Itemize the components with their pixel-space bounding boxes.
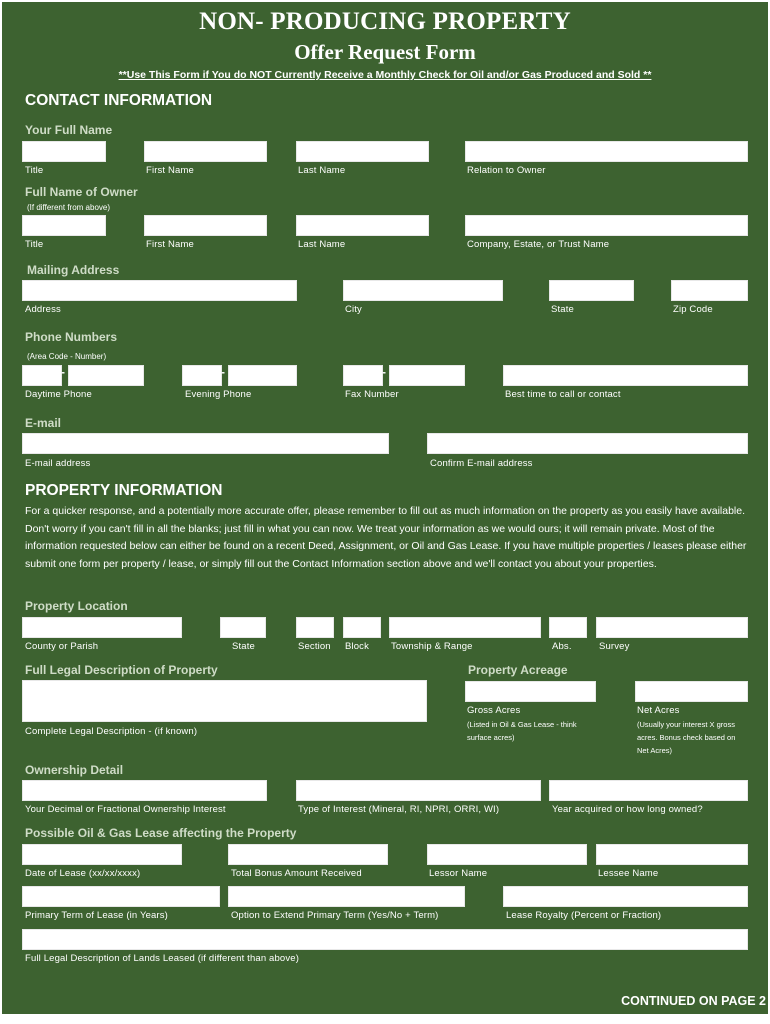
continued-note: CONTINUED ON PAGE 2 bbox=[621, 994, 766, 1008]
zip-code-label: Zip Code bbox=[673, 304, 713, 315]
lessor-name-field[interactable] bbox=[427, 844, 587, 865]
lessee-name-field[interactable] bbox=[596, 844, 748, 865]
owner-title-field[interactable] bbox=[22, 215, 106, 236]
your-full-name-heading: Your Full Name bbox=[25, 123, 113, 137]
city-field[interactable] bbox=[343, 280, 503, 301]
county-label: County or Parish bbox=[25, 641, 99, 652]
abstract-label: Abs. bbox=[552, 641, 572, 652]
evening-area-code-field[interactable] bbox=[182, 365, 222, 386]
lease-heading: Possible Oil & Gas Lease affecting the Property bbox=[25, 826, 297, 840]
daytime-phone-label: Daytime Phone bbox=[25, 389, 92, 400]
address-field[interactable] bbox=[22, 280, 297, 301]
legal-description-heading: Full Legal Description of Property bbox=[25, 663, 218, 677]
gross-acres-field[interactable] bbox=[465, 681, 596, 702]
daytime-phone-dash: - bbox=[61, 365, 66, 379]
net-acres-label: Net Acres bbox=[637, 705, 680, 716]
last-name-field[interactable] bbox=[296, 141, 429, 162]
form-page bbox=[2, 2, 768, 1014]
survey-label: Survey bbox=[599, 641, 630, 652]
relation-to-owner-label: Relation to Owner bbox=[467, 165, 546, 176]
extend-term-label: Option to Extend Primary Term (Yes/No + Term) bbox=[231, 910, 439, 921]
section-label: Section bbox=[298, 641, 331, 652]
owner-name-heading: Full Name of Owner bbox=[25, 185, 138, 199]
property-state-field[interactable] bbox=[220, 617, 266, 638]
survey-field[interactable] bbox=[596, 617, 748, 638]
block-label: Block bbox=[345, 641, 369, 652]
owner-first-name-field[interactable] bbox=[144, 215, 267, 236]
township-range-field[interactable] bbox=[389, 617, 541, 638]
state-label: State bbox=[551, 304, 574, 315]
block-field[interactable] bbox=[343, 617, 381, 638]
property-acreage-heading: Property Acreage bbox=[468, 663, 568, 677]
primary-term-label: Primary Term of Lease (in Years) bbox=[25, 910, 168, 921]
year-acquired-label: Year acquired or how long owned? bbox=[552, 804, 703, 815]
owner-last-name-field[interactable] bbox=[296, 215, 429, 236]
property-intro-text: For a quicker response, and a potentially more accurate offer, please remember to fill out as much information on the property as you easily have available. Don't worry if you can't fill in all the blanks; just fill in what you can now. We treat your information as we would ours; it will remain private. Most of the information requested below can either be found on a recent Deed, Assignment, or Oil and Gas Lease. If you have multiple properties / leases please either submit one form per property / lease, or simply fill out the Contact Information section above and we'll contact you about your properties. bbox=[25, 505, 747, 570]
email-heading: E-mail bbox=[25, 416, 62, 430]
net-acres-field[interactable] bbox=[635, 681, 748, 702]
lease-legal-description-field[interactable] bbox=[22, 929, 748, 950]
daytime-area-code-field[interactable] bbox=[22, 365, 62, 386]
property-location-heading: Property Location bbox=[25, 599, 128, 613]
best-time-label: Best time to call or contact bbox=[505, 389, 621, 400]
year-acquired-field[interactable] bbox=[549, 780, 748, 801]
title-field[interactable] bbox=[22, 141, 106, 162]
property-heading: PROPERTY INFORMATION bbox=[25, 482, 223, 499]
confirm-email-field[interactable] bbox=[427, 433, 748, 454]
phone-note: (Area Code - Number) bbox=[27, 352, 107, 361]
gross-acres-label: Gross Acres bbox=[467, 705, 521, 716]
last-name-label: Last Name bbox=[298, 165, 346, 176]
bonus-amount-label: Total Bonus Amount Received bbox=[231, 868, 362, 879]
primary-term-field[interactable] bbox=[22, 886, 220, 907]
evening-phone-label: Evening Phone bbox=[185, 389, 252, 400]
confirm-email-label: Confirm E-mail address bbox=[430, 458, 533, 469]
interest-type-label: Type of Interest (Mineral, RI, NPRI, ORRI, WI) bbox=[298, 804, 500, 815]
ownership-interest-field[interactable] bbox=[22, 780, 267, 801]
zip-code-field[interactable] bbox=[671, 280, 748, 301]
lessee-name-label: Lessee Name bbox=[598, 868, 659, 879]
email-label: E-mail address bbox=[25, 458, 91, 469]
township-range-label: Township & Range bbox=[391, 641, 473, 652]
daytime-number-field[interactable] bbox=[68, 365, 144, 386]
form-subtitle: Offer Request Form bbox=[294, 40, 476, 64]
county-field[interactable] bbox=[22, 617, 182, 638]
interest-type-field[interactable] bbox=[296, 780, 541, 801]
owner-name-note: (If different from above) bbox=[27, 203, 110, 212]
owner-first-name-label: First Name bbox=[146, 239, 194, 250]
state-field[interactable] bbox=[549, 280, 634, 301]
bonus-amount-field[interactable] bbox=[228, 844, 388, 865]
fax-area-code-field[interactable] bbox=[343, 365, 383, 386]
phone-numbers-heading: Phone Numbers bbox=[25, 330, 118, 344]
owner-last-name-label: Last Name bbox=[298, 239, 346, 250]
email-field[interactable] bbox=[22, 433, 389, 454]
gross-acres-note: (Listed in Oil & Gas Lease - think surface acres) bbox=[467, 720, 577, 742]
first-name-label: First Name bbox=[146, 165, 194, 176]
owner-company-field[interactable] bbox=[465, 215, 748, 236]
lessor-name-label: Lessor Name bbox=[429, 868, 488, 879]
ownership-detail-heading: Ownership Detail bbox=[25, 763, 124, 777]
address-label: Address bbox=[25, 304, 61, 315]
mailing-address-heading: Mailing Address bbox=[27, 263, 120, 277]
lease-royalty-label: Lease Royalty (Percent or Fraction) bbox=[506, 910, 662, 921]
evening-number-field[interactable] bbox=[228, 365, 297, 386]
lease-legal-description-label: Full Legal Description of Lands Leased (if different than above) bbox=[25, 953, 300, 964]
legal-description-label: Complete Legal Description - (if known) bbox=[25, 726, 198, 737]
owner-company-label: Company, Estate, or Trust Name bbox=[467, 239, 610, 250]
contact-heading: CONTACT INFORMATION bbox=[25, 92, 213, 109]
title-label: Title bbox=[25, 165, 44, 176]
legal-description-field[interactable] bbox=[22, 680, 427, 722]
lease-royalty-field[interactable] bbox=[503, 886, 748, 907]
best-time-field[interactable] bbox=[503, 365, 748, 386]
extend-term-field[interactable] bbox=[228, 886, 465, 907]
relation-to-owner-field[interactable] bbox=[465, 141, 748, 162]
form-notice: **Use This Form if You do NOT Currently Receive a Monthly Check for Oil and/or Gas Produced and Sold ** bbox=[118, 69, 652, 81]
net-acres-note: (Usually your interest X gross acres. Bonus check based on Net Acres) bbox=[637, 720, 736, 755]
lease-date-label: Date of Lease (xx/xx/xxxx) bbox=[25, 868, 141, 879]
section-field[interactable] bbox=[296, 617, 334, 638]
ownership-interest-label: Your Decimal or Fractional Ownership Interest bbox=[25, 804, 226, 815]
fax-number-label: Fax Number bbox=[345, 389, 399, 400]
evening-phone-dash: - bbox=[221, 365, 226, 379]
lease-date-field[interactable] bbox=[22, 844, 182, 865]
city-label: City bbox=[345, 304, 362, 315]
owner-title-label: Title bbox=[25, 239, 44, 250]
property-state-label: State bbox=[232, 641, 255, 652]
first-name-field[interactable] bbox=[144, 141, 267, 162]
fax-number-field[interactable] bbox=[389, 365, 465, 386]
fax-dash: - bbox=[382, 365, 387, 379]
abstract-field[interactable] bbox=[549, 617, 587, 638]
form-title: NON- PRODUCING PROPERTY bbox=[199, 8, 571, 35]
